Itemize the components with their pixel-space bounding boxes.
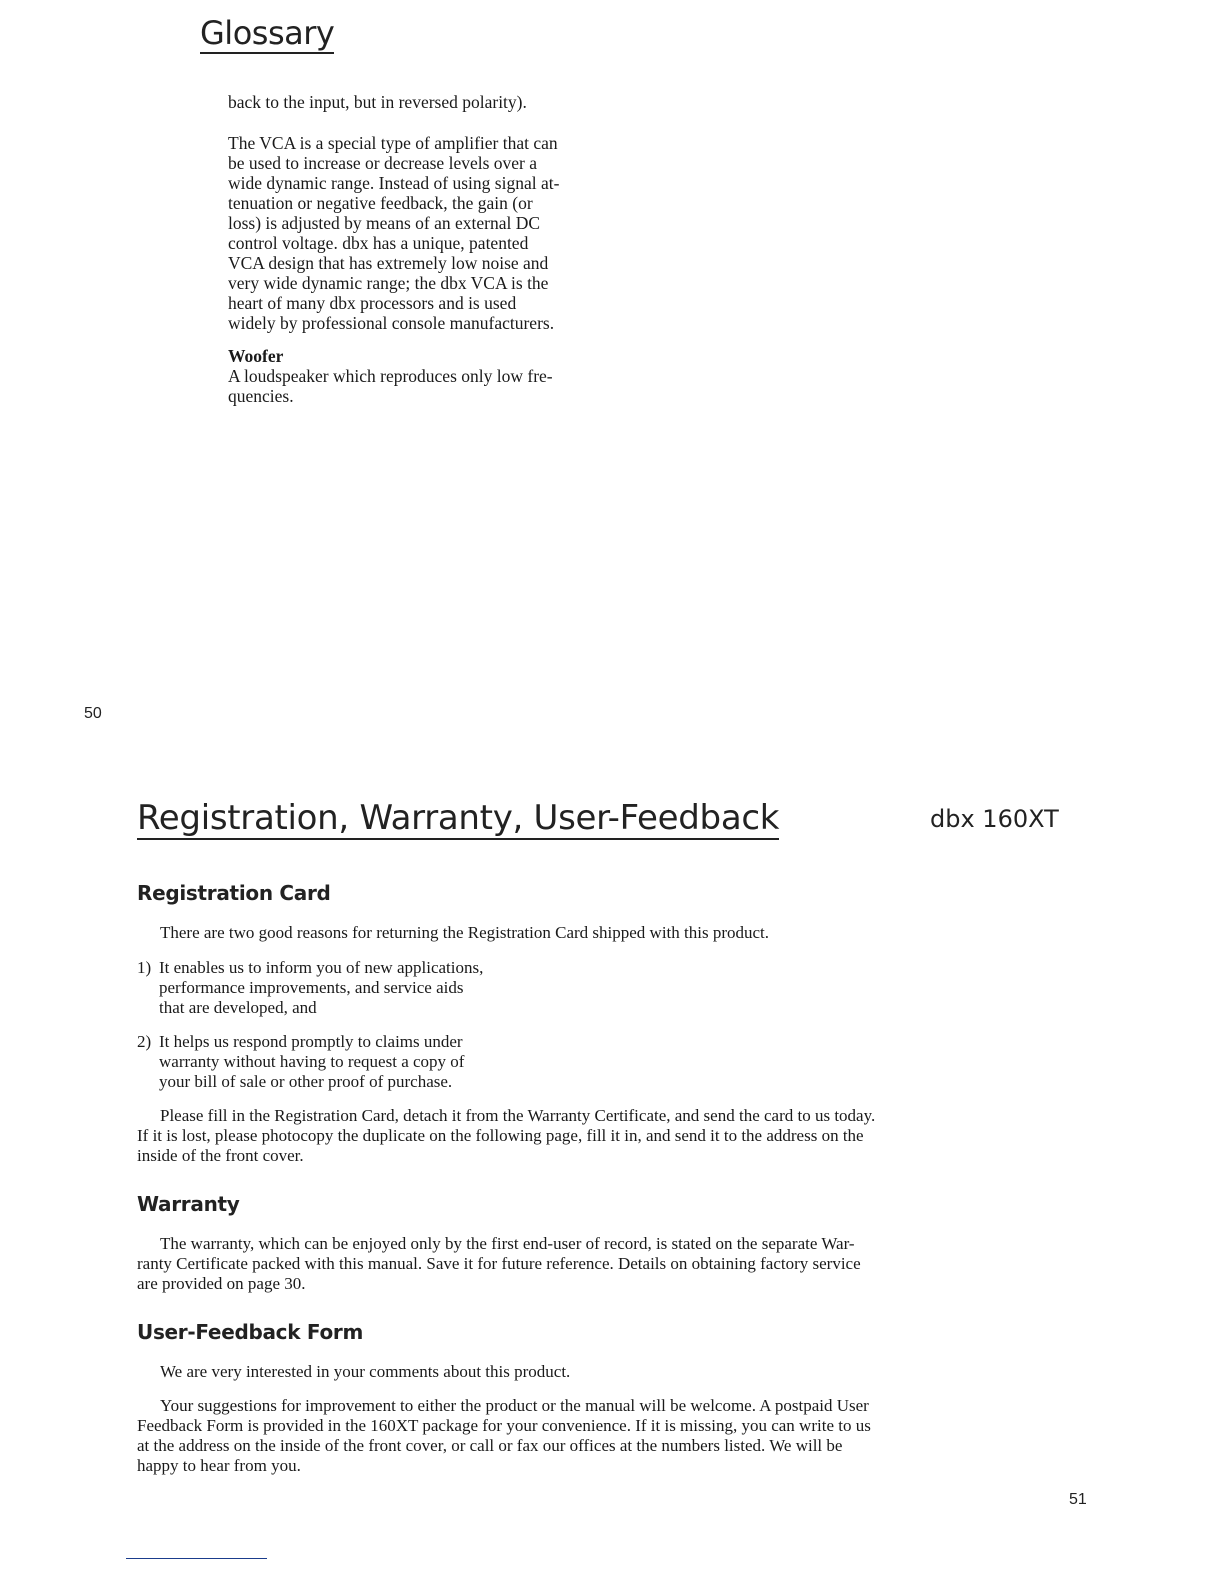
list-item (137, 1032, 597, 1092)
registration-intro: There are two good reasons for returning the Registration Card shipped with this product. (160, 923, 770, 942)
text-line: It helps us respond promptly to claims under (159, 1032, 463, 1051)
text-line: quencies. (228, 386, 294, 406)
text-line: heart of many dbx processors and is used (228, 293, 517, 313)
list-item (137, 958, 597, 1018)
text-line: Please fill in the Registration Card, detach it from the Warranty Certificate, and send the card to us today. (160, 1106, 876, 1125)
glossary-continuation: back to the input, but in reversed polarity). (228, 92, 527, 112)
glossary-entry-woofer (228, 346, 628, 406)
page-title-registration: Registration, Warranty, User-Feedback (137, 798, 780, 838)
text-line: The VCA is a special type of amplifier that can (228, 133, 558, 153)
section-heading-warranty: Warranty (137, 1192, 240, 1216)
text-line: be used to increase or decrease levels over a (228, 153, 538, 173)
text-line: your bill of sale or other proof of purchase. (159, 1072, 453, 1091)
text-line: warranty without having to request a copy of (159, 1052, 465, 1071)
text-line: widely by professional console manufacturers. (228, 313, 555, 333)
text-line: If it is lost, please photocopy the duplicate on the following page, fill it in, and send it to the address on the (137, 1126, 864, 1145)
vca-paragraph (228, 133, 628, 333)
list-number: 1) (137, 958, 152, 977)
text-line: Your suggestions for improvement to either the product or the manual will be welcome. A postpaid User (160, 1396, 869, 1415)
text-line: ranty Certificate packed with this manual. Save it for future reference. Details on obtaining factory service (137, 1254, 861, 1273)
text-line: very wide dynamic range; the dbx VCA is the (228, 273, 549, 293)
section-heading-feedback: User-Feedback Form (137, 1320, 363, 1344)
page-title-glossary: Glossary (200, 14, 335, 52)
text-line: control voltage. dbx has a unique, patented (228, 233, 529, 253)
text-line: performance improvements, and service aids (159, 978, 464, 997)
text-line: tenuation or negative feedback, the gain (or (228, 193, 533, 213)
warranty-paragraph (137, 1234, 1017, 1294)
text-line: It enables us to inform you of new applications, (159, 958, 484, 977)
text-line: loss) is adjusted by means of an external DC (228, 213, 541, 233)
page-number-left: 50 (84, 705, 102, 722)
section-heading-registration: Registration Card (137, 881, 331, 905)
text-line: are provided on page 30. (137, 1274, 306, 1293)
footer-rule (126, 1558, 267, 1559)
product-model: dbx 160XT (930, 805, 1059, 833)
text-line: happy to hear from you. (137, 1456, 301, 1475)
text-line: inside of the front cover. (137, 1146, 304, 1165)
text-line: The warranty, which can be enjoyed only by the first end-user of record, is stated on the separate War- (160, 1234, 855, 1253)
text-line: that are developed, and (159, 998, 317, 1017)
registration-closing (137, 1106, 1017, 1166)
text-line: at the address on the inside of the front cover, or call or fax our offices at the numbers listed. We will be (137, 1436, 843, 1455)
text-line: wide dynamic range. Instead of using signal at- (228, 173, 560, 193)
list-number: 2) (137, 1032, 152, 1051)
term-heading: Woofer (228, 346, 284, 366)
feedback-intro: We are very interested in your comments about this product. (160, 1362, 571, 1381)
text-line: Feedback Form is provided in the 160XT package for your convenience. If it is missing, you can write to us (137, 1416, 871, 1435)
text-line: A loudspeaker which reproduces only low fre- (228, 366, 553, 386)
text-line: VCA design that has extremely low noise and (228, 253, 549, 273)
feedback-paragraph (137, 1396, 1017, 1476)
registration-list (137, 958, 597, 1092)
page-number-right: 51 (1069, 1491, 1087, 1508)
